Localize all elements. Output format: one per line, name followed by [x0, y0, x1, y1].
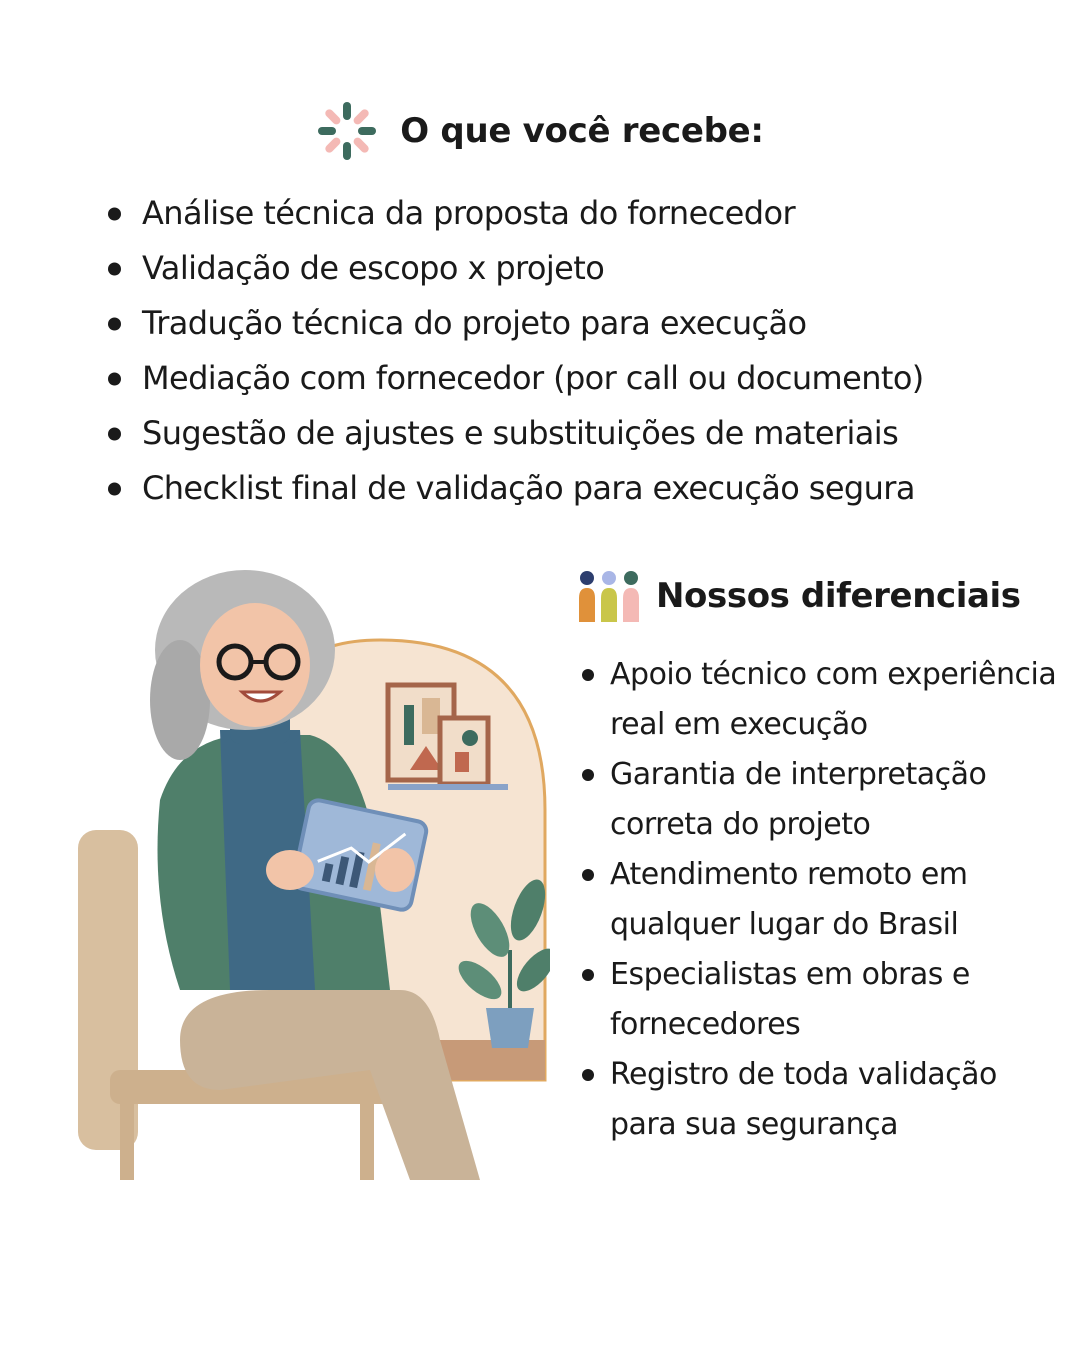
differentials-heading: [578, 570, 1021, 622]
receive-title: O que você recebe:: [400, 111, 764, 151]
receive-list: [106, 186, 1046, 516]
sparkle-icon: [316, 100, 378, 162]
differentials-title: Nossos diferenciais: [656, 576, 1021, 616]
people-icon: [578, 570, 640, 622]
list-item: Checklist final de validação para execução segura: [106, 461, 1046, 516]
list-item: Apoio técnico com experiência real em execução: [580, 650, 1060, 750]
list-item: Registro de toda validação para sua segurança: [580, 1050, 1060, 1150]
list-item: Análise técnica da proposta do fornecedor: [106, 186, 1046, 241]
list-item: Especialistas em obras e fornecedores: [580, 950, 1060, 1050]
list-item: Tradução técnica do projeto para execução: [106, 296, 1046, 351]
list-item: Validação de escopo x projeto: [106, 241, 1046, 296]
list-item: Atendimento remoto em qualquer lugar do Brasil: [580, 850, 1060, 950]
woman-with-tablet-illustration: [70, 570, 550, 1190]
list-item: Mediação com fornecedor (por call ou documento): [106, 351, 1046, 406]
receive-heading: [0, 100, 1080, 162]
list-item: Sugestão de ajustes e substituições de materiais: [106, 406, 1046, 461]
list-item: Garantia de interpretação correta do projeto: [580, 750, 1060, 850]
differentials-list: [580, 650, 1060, 1150]
